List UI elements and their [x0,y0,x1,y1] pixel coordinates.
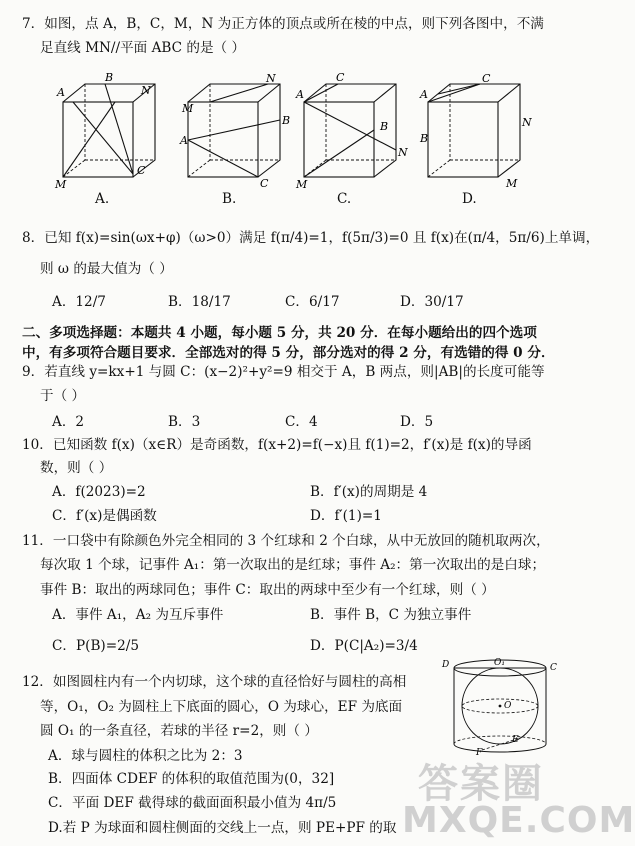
q7d-label-m: M [506,177,518,190]
q7b-label-b: B [282,114,291,127]
q11-option-d[interactable]: D．P(C|A₂)=3/4 [310,638,418,654]
q7-figure-c [296,72,406,192]
section-heading-line1: 二、多项选择题：本题共 4 小题，每小题 5 分，共 20 分．在每小题给出的四个选项 [22,325,537,341]
q7b-label-m: M [182,102,194,115]
q12-option-d[interactable]: D.若 P 为球面和圆柱侧面的交线上一点，则 PE+PF 的取 [48,820,397,836]
q12-fig-label-c: C [550,663,557,673]
q7a-label-c: C [137,164,146,177]
q7-option-b[interactable]: B. [222,191,237,207]
q12-option-a[interactable]: A．球与圆柱的体积之比为 2：3 [48,748,243,764]
q8-stem-line1: 8．已知 f(x)=sin(ωx+φ)（ω>0）满足 f(π/4)=1，f(5π/3)=0 且 f(x)在(π/4，5π/6)上单调， [22,230,600,246]
q7a-label-n: N [141,84,151,97]
q10-option-b[interactable]: B．f′(x)的周期是 4 [310,484,428,500]
q9-option-a[interactable]: A．2 [52,414,85,430]
q9-option-c[interactable]: C．4 [285,414,318,430]
q7d-label-b: B [420,132,429,145]
q9-stem-line1: 9．若直线 y=kx+1 与圆 C：(x−2)²+y²=9 相交于 A，B 两点，则|AB|的长度可能等 [22,364,545,380]
q7c-label-m: M [296,178,308,191]
q8-option-d[interactable]: D．30/17 [400,294,464,310]
q7c-label-c: C [336,71,345,84]
q7a-label-m: M [55,178,67,191]
q7d-label-n: N [522,116,532,129]
q9-stem-line2: 于（ ） [40,388,86,404]
q12-fig-label-o1: O₁ [494,658,505,668]
q7b-label-a: A [180,134,188,147]
q11-option-b[interactable]: B．事件 B，C 为独立事件 [310,607,472,623]
q7-option-d[interactable]: D. [462,191,477,207]
q12-option-c[interactable]: C．平面 DEF 截得球的截面面积最小值为 4π/5 [48,795,337,811]
q12-cylinder-figure [442,656,560,756]
q12-fig-label-f: F [476,748,483,758]
q11-option-a[interactable]: A．事件 A₁，A₂ 为互斥事件 [52,607,224,623]
q10-stem-line2: 数，则（ ） [40,460,113,476]
q7-stem-line1: 7．如图，点 A，B，C，M，N 为正方体的顶点或所在棱的中点，则下列各图中，不满 [22,16,544,32]
q7b-label-c: C [260,177,269,190]
q9-option-b[interactable]: B．3 [168,414,201,430]
q7c-label-n: N [398,146,408,159]
q12-fig-label-e: E [512,735,519,745]
watermark-site-text: MXQE.COM [402,800,635,841]
q10-option-a[interactable]: A．f(2023)=2 [52,484,146,500]
q7a-label-a: A [57,86,65,99]
q7a-label-b: B [105,71,114,84]
q12-option-b[interactable]: B．四面体 CDEF 的体积的取值范围为(0，32] [48,771,335,787]
q7-figure-d [420,72,530,192]
q11-stem-line1: 11．一口袋中有除颜色外完全相同的 3 个红球和 2 个白球，从中无放回的随机取两次， [22,533,550,549]
q10-option-d[interactable]: D．f′(1)=1 [310,508,382,524]
q12-stem-line1: 12．如图圆柱内有一个内切球，这个球的直径恰好与圆柱的高相 [22,674,407,690]
q12-fig-label-o: O [504,701,512,711]
q11-option-c[interactable]: C．P(B)=2/5 [52,638,140,654]
q10-stem-line1: 10．已知函数 f(x)（x∈R）是奇函数，f(x+2)=f(−x)且 f(1)=2，f′(x)是 f(x)的导函 [22,437,532,453]
q8-option-a[interactable]: A．12/7 [52,294,106,310]
q7-option-c[interactable]: C. [337,191,352,207]
q11-stem-line2: 每次取 1 个球，记事件 A₁：第一次取出的是红球；事件 A₂：第一次取出的是白球； [40,557,546,573]
q7-figure-a [55,72,165,192]
q7d-label-c: C [482,72,491,85]
q7-option-a[interactable]: A. [95,191,110,207]
q12-fig-label-d: D [442,660,450,670]
q7b-label-n: N [266,72,276,85]
watermark-logo-text: 答案圈 [418,761,544,807]
q7-stem-line2: 足直线 MN//平面 ABC 的是（ ） [40,40,246,56]
q9-option-d[interactable]: D．5 [400,414,434,430]
q11-stem-line3: 事件 B：取出的两球同色；事件 C：取出的两球中至少有一个红球，则（ ） [40,582,495,598]
q8-option-c[interactable]: C．6/17 [285,294,340,310]
q12-stem-line3: 圆 O₁ 的一条直径，若球的半径 r=2，则（ ） [40,723,318,739]
q8-stem-line2: 则 ω 的最大值为（ ） [40,261,173,277]
q7c-label-a: A [296,88,304,101]
q12-stem-line2: 等，O₁，O₂ 为圆柱上下底面的圆心，O 为球心，EF 为底面 [40,699,403,715]
q8-option-b[interactable]: B．18/17 [168,294,231,310]
section-heading-line2: 中，有多项符合题目要求．全部选对的得 5 分，部分选对的得 2 分，有选错的得 0 分． [22,345,555,361]
q7d-label-a: A [420,88,428,101]
q10-option-c[interactable]: C．f′(x)是偶函数 [52,508,157,524]
q7-figure-b [180,72,290,192]
q7c-label-b: B [380,120,389,133]
